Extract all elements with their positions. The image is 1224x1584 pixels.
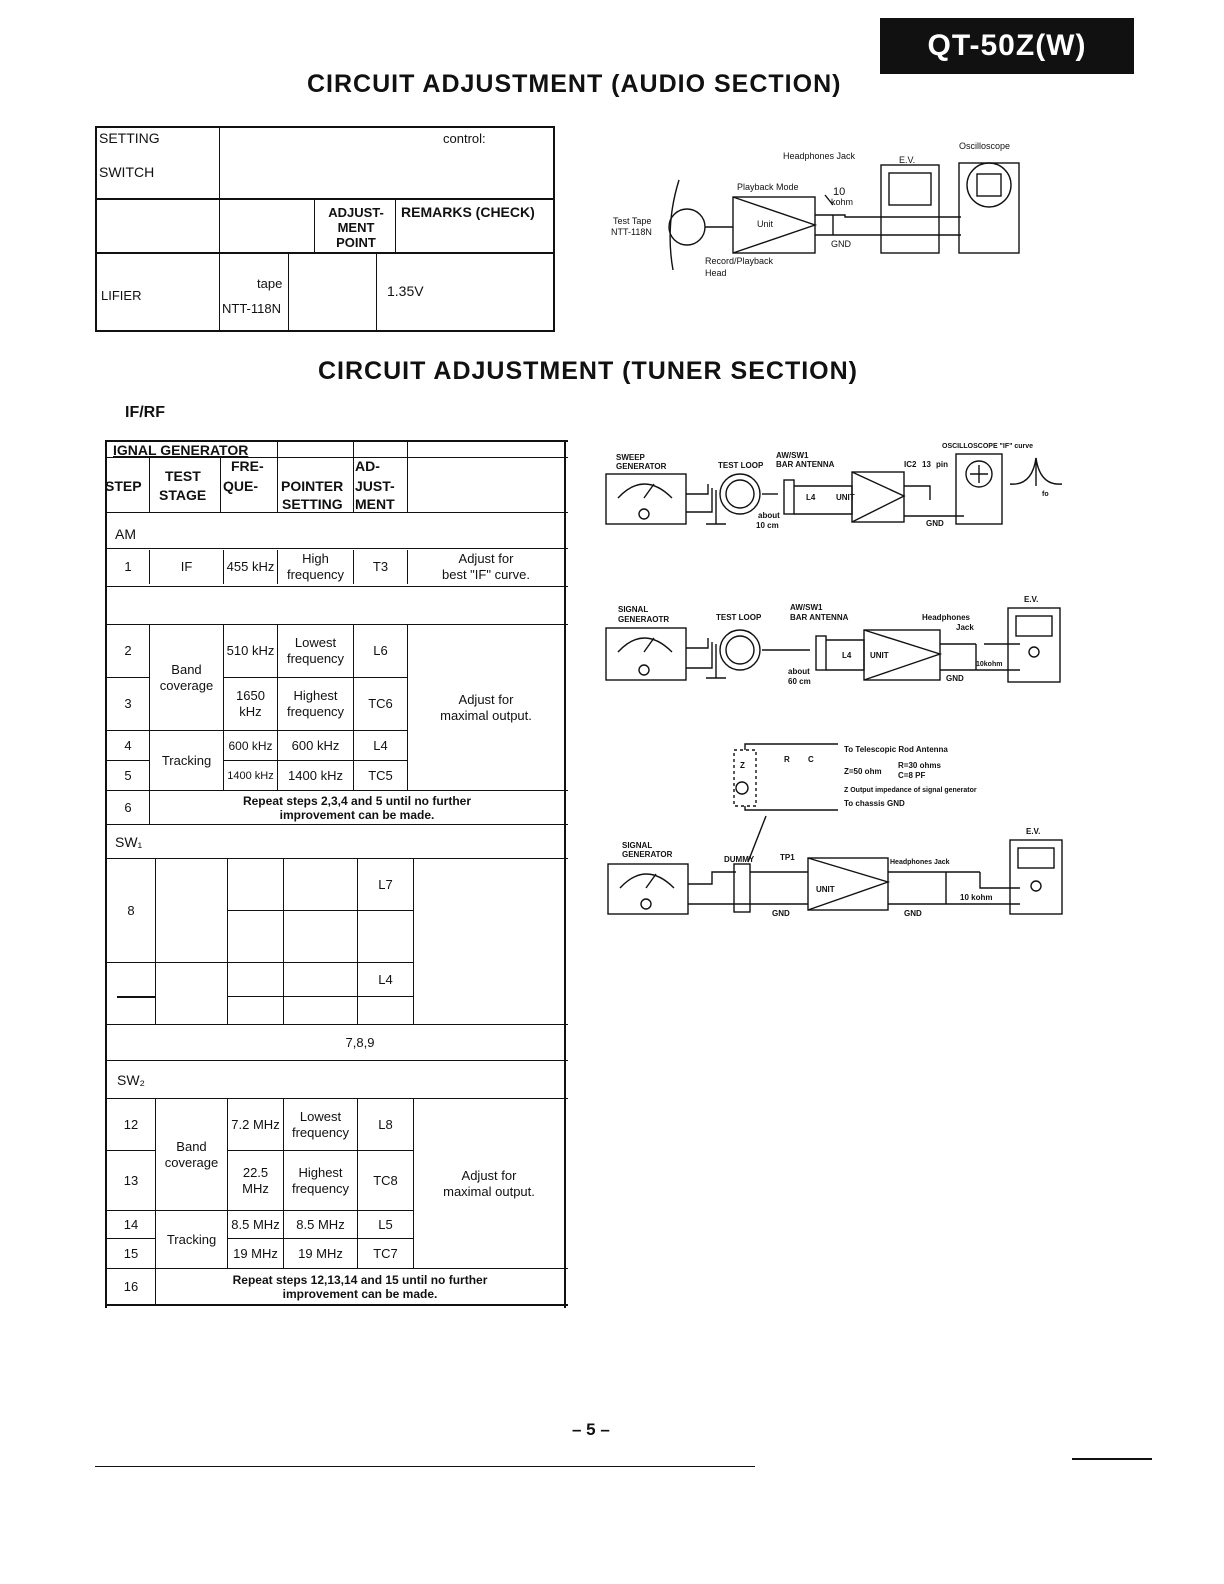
test-tape-label: Test Tape — [613, 216, 652, 226]
pointer-4: 600 kHz — [291, 737, 340, 753]
d1-aw-sw1: AW/SW1 — [776, 451, 809, 460]
ev-label: E.V. — [899, 155, 916, 165]
d4-dummy: DUMMY — [724, 855, 755, 864]
hdr-ment: MENT — [355, 496, 395, 512]
d3-r-value: R=30 ohms — [898, 761, 941, 770]
headphones-jack-label: Headphones Jack — [783, 151, 856, 161]
d4-tp1: TP1 — [780, 853, 795, 862]
am-label: AM — [115, 526, 136, 542]
unit-label: Unit — [757, 219, 774, 229]
pointer-5: 1400 kHz — [288, 767, 343, 783]
r10-label: 10 — [833, 186, 846, 198]
d1-dist: 10 cm — [756, 521, 779, 530]
d1-osc: OSCILLOSCOPE "IF" curve — [942, 443, 1034, 450]
d2-about: about — [788, 667, 810, 676]
d3-c-value: C=8 PF — [898, 771, 926, 780]
d4-ev: E.V. — [1026, 827, 1041, 836]
step-6: 6 — [124, 799, 132, 815]
hdr-test: TEST — [165, 468, 201, 484]
adj-4: L4 — [373, 737, 388, 753]
head-label-1: Record/Playback — [705, 256, 774, 266]
steps-789: 7,8,9 — [345, 1034, 375, 1050]
step-13: 13 — [123, 1172, 139, 1188]
step-4: 4 — [124, 737, 132, 753]
d3-z: Z — [740, 761, 745, 770]
d2-jack: Jack — [956, 623, 974, 632]
col-remarks: REMARKS (CHECK) — [401, 204, 535, 220]
tracking-sw2: Tracking — [166, 1231, 217, 1247]
if-sweep-diagram — [600, 436, 1080, 536]
d1-test-loop: TEST LOOP — [718, 461, 764, 470]
freq-12: 7.2 MHz — [231, 1116, 280, 1132]
adj-8b: L4 — [378, 971, 393, 987]
row-tape: tape — [257, 276, 283, 291]
hdr-pointer: POINTER — [281, 478, 344, 494]
pointer-3: Highest frequency — [286, 688, 345, 719]
d1-bar-antenna: BAR ANTENNA — [776, 460, 835, 469]
freq-4: 600 kHz — [228, 738, 273, 753]
sw-signal-diagram — [600, 808, 1070, 928]
adj-5: TC5 — [368, 767, 393, 783]
freq-1: 455 kHz — [226, 559, 275, 574]
remarks-1: Adjust for best "IF" curve. — [442, 551, 530, 582]
audio-table — [95, 126, 555, 332]
hdr-stage: STAGE — [159, 487, 207, 503]
freq-2: 510 kHz — [226, 643, 275, 658]
footer-rule — [95, 1466, 755, 1467]
d2-gnd: GND — [946, 674, 964, 683]
step-1: 1 — [124, 559, 132, 574]
head-label-2: Head — [705, 268, 727, 278]
freq-3: 1650 kHz — [236, 688, 265, 719]
remarks-sw2-max: Adjust for maximal output. — [443, 1167, 535, 1199]
row-value: 1.35V — [387, 283, 424, 299]
test-tape-name: NTT-118N — [611, 227, 652, 237]
step-2: 2 — [124, 643, 132, 658]
d2-bar-antenna: BAR ANTENNA — [790, 613, 849, 622]
kohm-label: kohm — [831, 197, 854, 207]
d2-ev: E.V. — [1024, 595, 1039, 604]
row-tape-name: NTT-118N — [222, 301, 281, 316]
step-12: 12 — [123, 1116, 139, 1132]
row-label: LIFIER — [101, 288, 142, 303]
adj-1: T3 — [372, 559, 389, 574]
d3-r: R — [784, 755, 790, 764]
freq-15: 19 MHz — [233, 1245, 278, 1261]
hdr-que: QUE- — [223, 478, 258, 494]
hdr-signal-generator: IGNAL GENERATOR — [113, 442, 249, 458]
hdr-ad: AD- — [355, 458, 380, 474]
d4-unit: UNIT — [816, 885, 835, 894]
adj-12: L8 — [378, 1116, 393, 1132]
remarks-am-max: Adjust for maximal output. — [440, 691, 532, 723]
d2-headphones: Headphones — [922, 613, 971, 622]
d3-z-desc: Z Output impedance of signal generator — [844, 787, 977, 794]
d1-fo: fo — [1042, 491, 1049, 498]
tuner-section-title: CIRCUIT ADJUSTMENT (TUNER SECTION) — [318, 357, 859, 385]
d1-gnd: GND — [926, 519, 944, 528]
d1-pin-no: 13 — [922, 460, 931, 469]
freq-5: 1400 kHz — [227, 769, 274, 782]
band-coverage-am: Band coverage — [159, 661, 214, 693]
d2-signal: SIGNAL — [618, 605, 649, 614]
adj-14: L5 — [378, 1216, 393, 1232]
pointer-15: 19 MHz — [298, 1245, 343, 1261]
hdr-step: STEP — [105, 478, 142, 494]
d2-aw-sw1: AW/SW1 — [790, 603, 823, 612]
adj-3: TC6 — [368, 696, 393, 711]
stage-1: IF — [180, 559, 193, 574]
gnd-label: GND — [831, 239, 851, 249]
d2-unit: UNIT — [870, 651, 889, 660]
hdr-setting: SETTING — [282, 496, 343, 512]
model-badge: QT-50Z(W) — [880, 18, 1134, 74]
d1-unit: UNIT — [836, 493, 855, 502]
sw2-label: SW₂ — [117, 1072, 145, 1088]
d4-gnd1: GND — [772, 909, 790, 918]
d1-generator: GENERATOR — [616, 462, 667, 471]
d2-dist: 60 cm — [788, 677, 811, 686]
hdr-fre: FRE- — [231, 458, 264, 474]
d1-l4: L4 — [806, 493, 816, 502]
switch-label: SWITCH — [99, 164, 155, 180]
step-6-text: Repeat steps 2,3,4 and 5 until no further improvement can be made. — [242, 793, 472, 822]
pointer-14: 8.5 MHz — [296, 1216, 345, 1232]
tuner-table — [105, 440, 570, 1308]
pointer-1: High frequency — [286, 551, 345, 582]
d1-pin: pin — [936, 460, 948, 469]
step-15: 15 — [123, 1245, 139, 1261]
tracking-am: Tracking — [161, 752, 212, 768]
freq-13: 22.5 MHz — [242, 1164, 269, 1196]
oscilloscope-label: Oscilloscope — [959, 141, 1011, 151]
d4-gnd2: GND — [904, 909, 922, 918]
playback-mode-label: Playback Mode — [737, 182, 799, 192]
d2-test-loop: TEST LOOP — [716, 613, 762, 622]
d3-z-value: Z=50 ohm — [844, 767, 882, 776]
setting-label: SETTING — [99, 130, 160, 146]
hdr-just: JUST- — [355, 478, 395, 494]
am-signal-diagram — [600, 590, 1070, 690]
adj-15: TC7 — [373, 1245, 398, 1261]
d1-ic2: IC2 — [904, 460, 917, 469]
d3-to-rod: To Telescopic Rod Antenna — [844, 745, 948, 754]
page-number: – 5 – — [572, 1420, 610, 1439]
adj-8a: L7 — [378, 876, 393, 892]
pointer-13: Highest frequency — [291, 1164, 350, 1196]
audio-test-diagram — [605, 135, 1035, 285]
step-3: 3 — [124, 696, 132, 711]
col-adjustment-point: ADJUST- MENT POINT — [328, 205, 384, 250]
adj-13: TC8 — [373, 1172, 398, 1188]
step-5: 5 — [124, 767, 132, 783]
d1-about: about — [758, 511, 780, 520]
step-8: 8 — [127, 902, 135, 918]
freq-14: 8.5 MHz — [231, 1216, 280, 1232]
d2-l4: L4 — [842, 651, 852, 660]
d2-r: 10kohm — [976, 661, 1003, 668]
control-label: control: — [443, 131, 486, 146]
step-14: 14 — [123, 1216, 139, 1232]
d2-generator: GENERAOTR — [618, 615, 670, 624]
adj-2: L6 — [373, 643, 388, 658]
pointer-12: Lowest frequency — [291, 1108, 350, 1140]
d3-c: C — [808, 755, 814, 764]
step-16: 16 — [123, 1278, 139, 1294]
d4-signal: SIGNAL — [622, 841, 653, 850]
d1-sweep: SWEEP — [616, 453, 645, 462]
step-16-text: Repeat steps 12,13,14 and 15 until no further improvement can be made. — [232, 1272, 488, 1301]
d4-r: 10 kohm — [960, 893, 993, 902]
band-coverage-sw2: Band coverage — [164, 1138, 219, 1170]
sw1-label: SW₁ — [115, 834, 143, 850]
d4-headphones-jack: Headphones Jack — [890, 859, 950, 866]
pointer-2: Lowest frequency — [286, 635, 345, 666]
d4-generator: GENERATOR — [622, 850, 673, 859]
d3-to-gnd: To chassis GND — [844, 799, 905, 808]
footer-rule-right — [1072, 1458, 1152, 1460]
audio-section-title: CIRCUIT ADJUSTMENT (AUDIO SECTION) — [307, 70, 842, 98]
tuner-subtitle: IF/RF — [125, 404, 165, 421]
